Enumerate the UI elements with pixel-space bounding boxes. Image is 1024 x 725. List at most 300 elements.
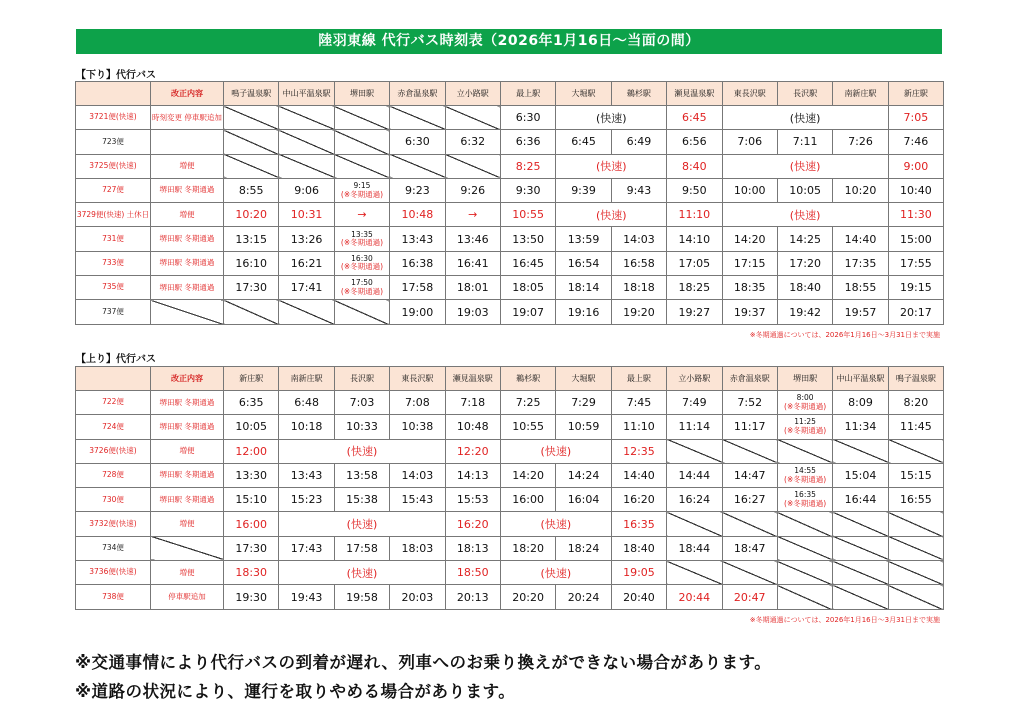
time-cell: 8:09 (833, 391, 888, 415)
time-cell: 18:47 (722, 536, 777, 560)
time-cell: 9:30 (500, 178, 555, 202)
rapid-label-cell: (快速) (556, 106, 667, 130)
time-cell: 6:32 (445, 130, 500, 154)
no-stop-cell (334, 106, 389, 130)
time-cell: 16:35 (611, 512, 666, 536)
header-station: 新庄駅 (888, 82, 943, 106)
time-cell: 11:34 (833, 415, 888, 439)
time-cell: 18:30 (224, 561, 279, 585)
time-cell: 7:29 (556, 391, 611, 415)
header-station: 立小路駅 (667, 367, 722, 391)
bus-number: 724便 (76, 415, 151, 439)
header-blank (76, 367, 151, 391)
table-row (76, 178, 944, 202)
time-cell: 7:45 (611, 391, 666, 415)
time-cell: 9:00 (888, 154, 943, 178)
no-stop-cell (722, 512, 777, 536)
time-cell: 6:56 (667, 130, 722, 154)
table-row (76, 154, 944, 178)
time-cell: 16:00 (500, 488, 555, 512)
time-value: 9:15 (353, 180, 371, 190)
time-cell: 17:41 (279, 276, 334, 300)
time-cell: 14:25 (777, 227, 832, 251)
time-cell: 10:31 (279, 203, 334, 227)
winter-pass-label: (※冬期通過) (340, 238, 384, 248)
time-cell: 7:52 (722, 391, 777, 415)
revision-note: 堺田駅 冬期通過 (151, 178, 224, 202)
header-blank (76, 82, 151, 106)
time-cell: 7:18 (445, 391, 500, 415)
time-value: 13:35 (351, 229, 373, 239)
time-cell: 15:00 (888, 227, 943, 251)
table-row (76, 391, 944, 415)
header-station: 最上駅 (500, 82, 555, 106)
up-section-label: 【上り】代行バス (76, 354, 156, 365)
header-station: 立小路駅 (445, 82, 500, 106)
table-row (76, 561, 944, 585)
no-stop-cell (888, 512, 943, 536)
time-cell: 9:06 (279, 178, 334, 202)
time-cell: 10:38 (390, 415, 445, 439)
no-stop-cell (445, 154, 500, 178)
no-stop-cell (833, 439, 888, 463)
table-row (76, 227, 944, 251)
time-cell: 12:00 (224, 439, 279, 463)
no-stop-cell (224, 106, 279, 130)
bus-number: 734便 (76, 536, 151, 560)
revision-note: 増便 (151, 439, 224, 463)
table-row (76, 300, 944, 324)
time-cell: 16:27 (722, 488, 777, 512)
rapid-label-cell: (快速) (500, 512, 611, 536)
time-cell: 18:20 (500, 536, 555, 560)
bus-number: 3732便(快速) (76, 512, 151, 536)
winter-pass-label: (※冬期通過) (784, 425, 827, 435)
time-cell: 10:00 (722, 178, 777, 202)
bus-number: 3721便(快速) (76, 106, 151, 130)
no-stop-cell (334, 154, 389, 178)
table-row (76, 106, 944, 130)
header-revision: 改正内容 (151, 367, 224, 391)
time-cell: 10:55 (500, 203, 555, 227)
time-cell: 9:39 (556, 178, 611, 202)
time-cell-winter (777, 463, 832, 487)
time-cell: 8:40 (667, 154, 722, 178)
revision-note: 堺田駅 冬期通過 (151, 391, 224, 415)
time-cell: 14:47 (722, 463, 777, 487)
time-cell: 6:35 (224, 391, 279, 415)
time-cell: 18:40 (611, 536, 666, 560)
time-cell: 18:50 (445, 561, 500, 585)
time-cell: 11:30 (888, 203, 943, 227)
time-cell: 10:05 (224, 415, 279, 439)
time-cell: 16:45 (500, 251, 555, 275)
header-station: 新庄駅 (224, 367, 279, 391)
time-cell: 6:36 (500, 130, 555, 154)
rapid-label-cell: (快速) (279, 439, 445, 463)
time-cell: 15:53 (445, 488, 500, 512)
page-title: 陸羽東線 代行バス時刻表（2026年1月16日～当面の間） (76, 29, 942, 54)
table-row (76, 251, 944, 275)
no-stop-cell (279, 130, 334, 154)
table-row (76, 463, 944, 487)
time-cell: 12:35 (611, 439, 666, 463)
header-station: 東長沢駅 (390, 367, 445, 391)
time-cell: 18:40 (777, 276, 832, 300)
time-cell: 18:01 (445, 276, 500, 300)
time-value: 8:00 (796, 393, 814, 403)
revision-note: 増便 (151, 203, 224, 227)
time-cell: 19:37 (722, 300, 777, 324)
time-cell: 19:27 (667, 300, 722, 324)
time-cell: 16:58 (611, 251, 666, 275)
header-station: 南新庄駅 (833, 82, 888, 106)
time-cell: 20:47 (722, 585, 777, 609)
header-row (76, 82, 944, 106)
no-stop-cell (667, 512, 722, 536)
down-section-label: 【下り】代行バス (76, 70, 156, 81)
time-cell: 15:04 (833, 463, 888, 487)
rapid-label-cell: (快速) (279, 561, 445, 585)
no-stop-cell (833, 512, 888, 536)
time-cell: 13:58 (334, 463, 389, 487)
rapid-label-cell: (快速) (500, 439, 611, 463)
bus-number: 727便 (76, 178, 151, 202)
time-cell: 8:20 (888, 391, 943, 415)
rapid-label-cell: (快速) (556, 154, 667, 178)
no-stop-cell (279, 106, 334, 130)
time-cell: 8:55 (224, 178, 279, 202)
time-cell: 19:00 (390, 300, 445, 324)
header-station: 赤倉温泉駅 (722, 367, 777, 391)
time-cell: 16:20 (611, 488, 666, 512)
time-cell: 18:14 (556, 276, 611, 300)
time-cell: 20:13 (445, 585, 500, 609)
time-cell: 15:38 (334, 488, 389, 512)
time-cell: 17:58 (390, 276, 445, 300)
bus-number: 731便 (76, 227, 151, 251)
winter-pass-label: (※冬期通過) (340, 262, 384, 272)
up-timetable (75, 366, 944, 610)
time-cell: 16:41 (445, 251, 500, 275)
bus-number: 3726便(快速) (76, 439, 151, 463)
time-cell: 17:58 (334, 536, 389, 560)
no-stop-cell (833, 536, 888, 560)
time-cell: 13:59 (556, 227, 611, 251)
header-station: 大堀駅 (556, 82, 611, 106)
no-stop-cell (833, 585, 888, 609)
table-row (76, 585, 944, 609)
revision-note: 増便 (151, 512, 224, 536)
time-cell: 15:43 (390, 488, 445, 512)
rapid-label-cell: (快速) (722, 154, 888, 178)
time-cell: 16:44 (833, 488, 888, 512)
winter-pass-label: (※冬期通過) (784, 474, 827, 484)
bus-number: 728便 (76, 463, 151, 487)
time-cell: 13:50 (500, 227, 555, 251)
time-cell: 14:40 (833, 227, 888, 251)
time-cell: 14:20 (500, 463, 555, 487)
time-value: 17:50 (351, 278, 373, 288)
winter-pass-label: (※冬期通過) (340, 189, 384, 199)
no-stop-cell (667, 561, 722, 585)
footnote-traffic: ※交通事情により代行バスの到着が遅れ、列車へのお乗り換えができない場合があります。 (75, 653, 772, 672)
time-cell: 18:13 (445, 536, 500, 560)
time-cell: 16:54 (556, 251, 611, 275)
revision-note: 停車駅追加 (151, 585, 224, 609)
time-value: 16:35 (794, 490, 816, 500)
time-cell: 17:35 (833, 251, 888, 275)
table-row (76, 439, 944, 463)
time-cell: 10:05 (777, 178, 832, 202)
no-stop-cell (279, 300, 334, 324)
header-station: 中山平温泉駅 (833, 367, 888, 391)
time-cell: 14:03 (390, 463, 445, 487)
time-cell: 10:20 (833, 178, 888, 202)
time-cell: 17:20 (777, 251, 832, 275)
time-cell: 19:05 (611, 561, 666, 585)
table-row (76, 130, 944, 154)
bus-number: 735便 (76, 276, 151, 300)
time-cell: 7:05 (888, 106, 943, 130)
time-cell: 13:43 (390, 227, 445, 251)
time-cell: 12:20 (445, 439, 500, 463)
header-station: 鵜杉駅 (500, 367, 555, 391)
time-cell-winter (777, 391, 832, 415)
winter-pass-label: (※冬期通過) (784, 401, 827, 411)
time-cell: 18:25 (667, 276, 722, 300)
time-cell: 20:20 (500, 585, 555, 609)
rapid-label-cell: (快速) (556, 203, 667, 227)
time-cell: 7:46 (888, 130, 943, 154)
time-cell: 13:15 (224, 227, 279, 251)
header-station: 鵜杉駅 (611, 82, 666, 106)
revision-note (151, 130, 224, 154)
header-row (76, 367, 944, 391)
no-stop-cell (390, 154, 445, 178)
rapid-label-cell: (快速) (722, 106, 888, 130)
no-stop-cell (224, 300, 279, 324)
time-cell: 16:21 (279, 251, 334, 275)
no-stop-cell (888, 536, 943, 560)
header-station: 鳴子温泉駅 (224, 82, 279, 106)
header-station: 堺田駅 (777, 367, 832, 391)
table-row (76, 203, 944, 227)
time-cell: 7:49 (667, 391, 722, 415)
time-cell: 6:45 (556, 130, 611, 154)
time-cell: 17:05 (667, 251, 722, 275)
time-cell: 11:14 (667, 415, 722, 439)
time-cell: 19:16 (556, 300, 611, 324)
time-cell: 19:07 (500, 300, 555, 324)
bus-number: 3725便(快速) (76, 154, 151, 178)
time-cell: 15:10 (224, 488, 279, 512)
time-cell: 14:20 (722, 227, 777, 251)
time-cell: 17:55 (888, 251, 943, 275)
header-station: 大堀駅 (556, 367, 611, 391)
table-row (76, 415, 944, 439)
no-stop-cell (777, 585, 832, 609)
time-value: 16:30 (351, 253, 373, 263)
bus-number: 722便 (76, 391, 151, 415)
no-stop-cell (445, 106, 500, 130)
revision-note: 堺田駅 冬期通過 (151, 276, 224, 300)
time-cell-winter (777, 488, 832, 512)
time-cell: 16:55 (888, 488, 943, 512)
revision-note (151, 536, 224, 560)
time-cell: 6:48 (279, 391, 334, 415)
time-cell: 9:26 (445, 178, 500, 202)
no-stop-cell (334, 130, 389, 154)
no-stop-cell (722, 561, 777, 585)
time-cell: 18:44 (667, 536, 722, 560)
revision-note: 増便 (151, 154, 224, 178)
revision-note: 堺田駅 冬期通過 (151, 463, 224, 487)
no-stop-cell (833, 561, 888, 585)
time-cell: 19:30 (224, 585, 279, 609)
time-cell: 9:50 (667, 178, 722, 202)
header-station: 東長沢駅 (722, 82, 777, 106)
time-cell: 15:15 (888, 463, 943, 487)
time-cell: 6:30 (500, 106, 555, 130)
time-cell: 10:59 (556, 415, 611, 439)
up-winter-note: ※冬期通過については、2026年1月16日～3月31日まで実施 (749, 616, 940, 624)
header-station: 鳴子温泉駅 (888, 367, 943, 391)
time-cell: 7:11 (777, 130, 832, 154)
time-cell: 15:23 (279, 488, 334, 512)
time-cell: 19:03 (445, 300, 500, 324)
time-value: 14:55 (794, 465, 816, 475)
time-cell: 16:00 (224, 512, 279, 536)
time-cell: 13:30 (224, 463, 279, 487)
time-cell: 17:30 (224, 536, 279, 560)
table-row (76, 488, 944, 512)
header-station: 堺田駅 (334, 82, 389, 106)
time-cell: 10:48 (390, 203, 445, 227)
no-stop-cell (334, 300, 389, 324)
time-cell: 7:06 (722, 130, 777, 154)
time-cell: → (445, 203, 500, 227)
time-cell: 6:49 (611, 130, 666, 154)
time-cell-winter (334, 276, 389, 300)
time-cell: 19:20 (611, 300, 666, 324)
time-cell: 14:03 (611, 227, 666, 251)
header-station: 瀬見温泉駅 (667, 82, 722, 106)
time-cell: 16:38 (390, 251, 445, 275)
time-cell: 14:44 (667, 463, 722, 487)
time-cell: 16:10 (224, 251, 279, 275)
time-cell: 18:24 (556, 536, 611, 560)
rapid-label-cell: (快速) (279, 512, 445, 536)
time-cell: 19:43 (279, 585, 334, 609)
winter-pass-label: (※冬期通過) (784, 498, 827, 508)
header-station: 中山平温泉駅 (279, 82, 334, 106)
footnote-road: ※道路の状況により、運行を取りやめる場合があります。 (75, 682, 516, 701)
revision-note: 堺田駅 冬期通過 (151, 488, 224, 512)
bus-number: 738便 (76, 585, 151, 609)
revision-note: 堺田駅 冬期通過 (151, 251, 224, 275)
time-cell: 20:40 (611, 585, 666, 609)
time-cell: 7:08 (390, 391, 445, 415)
table-row (76, 536, 944, 560)
no-stop-cell (777, 439, 832, 463)
time-cell: 11:10 (611, 415, 666, 439)
bus-number: 723便 (76, 130, 151, 154)
rapid-label-cell: (快速) (722, 203, 888, 227)
down-timetable (75, 81, 944, 325)
time-cell: 19:58 (334, 585, 389, 609)
header-station: 最上駅 (611, 367, 666, 391)
time-cell: 6:30 (390, 130, 445, 154)
no-stop-cell (777, 512, 832, 536)
time-cell: 10:55 (500, 415, 555, 439)
time-cell: 10:18 (279, 415, 334, 439)
time-cell: 11:10 (667, 203, 722, 227)
header-station: 赤倉温泉駅 (390, 82, 445, 106)
revision-note: 堺田駅 冬期通過 (151, 227, 224, 251)
bus-number: 3736便(快速) (76, 561, 151, 585)
time-cell: 17:43 (279, 536, 334, 560)
time-cell: 16:20 (445, 512, 500, 536)
time-cell: 17:15 (722, 251, 777, 275)
no-stop-cell (888, 439, 943, 463)
time-cell: 10:20 (224, 203, 279, 227)
no-stop-cell (667, 439, 722, 463)
time-cell: 19:57 (833, 300, 888, 324)
time-cell: 13:26 (279, 227, 334, 251)
header-station: 長沢駅 (334, 367, 389, 391)
time-cell: 20:03 (390, 585, 445, 609)
time-cell-winter (334, 227, 389, 251)
time-cell: 14:10 (667, 227, 722, 251)
header-revision: 改正内容 (151, 82, 224, 106)
revision-note: 時刻変更 停車駅追加 (151, 106, 224, 130)
no-stop-cell (224, 130, 279, 154)
time-cell: 18:55 (833, 276, 888, 300)
time-cell: 9:23 (390, 178, 445, 202)
time-cell-winter (334, 178, 389, 202)
time-cell: 9:43 (611, 178, 666, 202)
time-cell: 10:48 (445, 415, 500, 439)
bus-number: 737便 (76, 300, 151, 324)
bus-number: 3729便(快速) 土休日 (76, 203, 151, 227)
time-value: 11:25 (794, 417, 816, 427)
time-cell: 14:13 (445, 463, 500, 487)
time-cell: 7:26 (833, 130, 888, 154)
table-row (76, 512, 944, 536)
rapid-label-cell: (快速) (500, 561, 611, 585)
revision-note: 増便 (151, 561, 224, 585)
bus-number: 733便 (76, 251, 151, 275)
time-cell: 19:15 (888, 276, 943, 300)
no-stop-cell (279, 154, 334, 178)
time-cell: 11:17 (722, 415, 777, 439)
time-cell: 10:33 (334, 415, 389, 439)
no-stop-cell (722, 439, 777, 463)
time-cell: 7:25 (500, 391, 555, 415)
time-cell: 11:45 (888, 415, 943, 439)
no-stop-cell (777, 561, 832, 585)
time-cell: 16:04 (556, 488, 611, 512)
time-cell: 6:45 (667, 106, 722, 130)
time-cell: 20:17 (888, 300, 943, 324)
revision-note: 堺田駅 冬期通過 (151, 415, 224, 439)
time-cell: 13:43 (279, 463, 334, 487)
bus-number: 730便 (76, 488, 151, 512)
table-row (76, 276, 944, 300)
time-cell: 18:05 (500, 276, 555, 300)
no-stop-cell (888, 585, 943, 609)
